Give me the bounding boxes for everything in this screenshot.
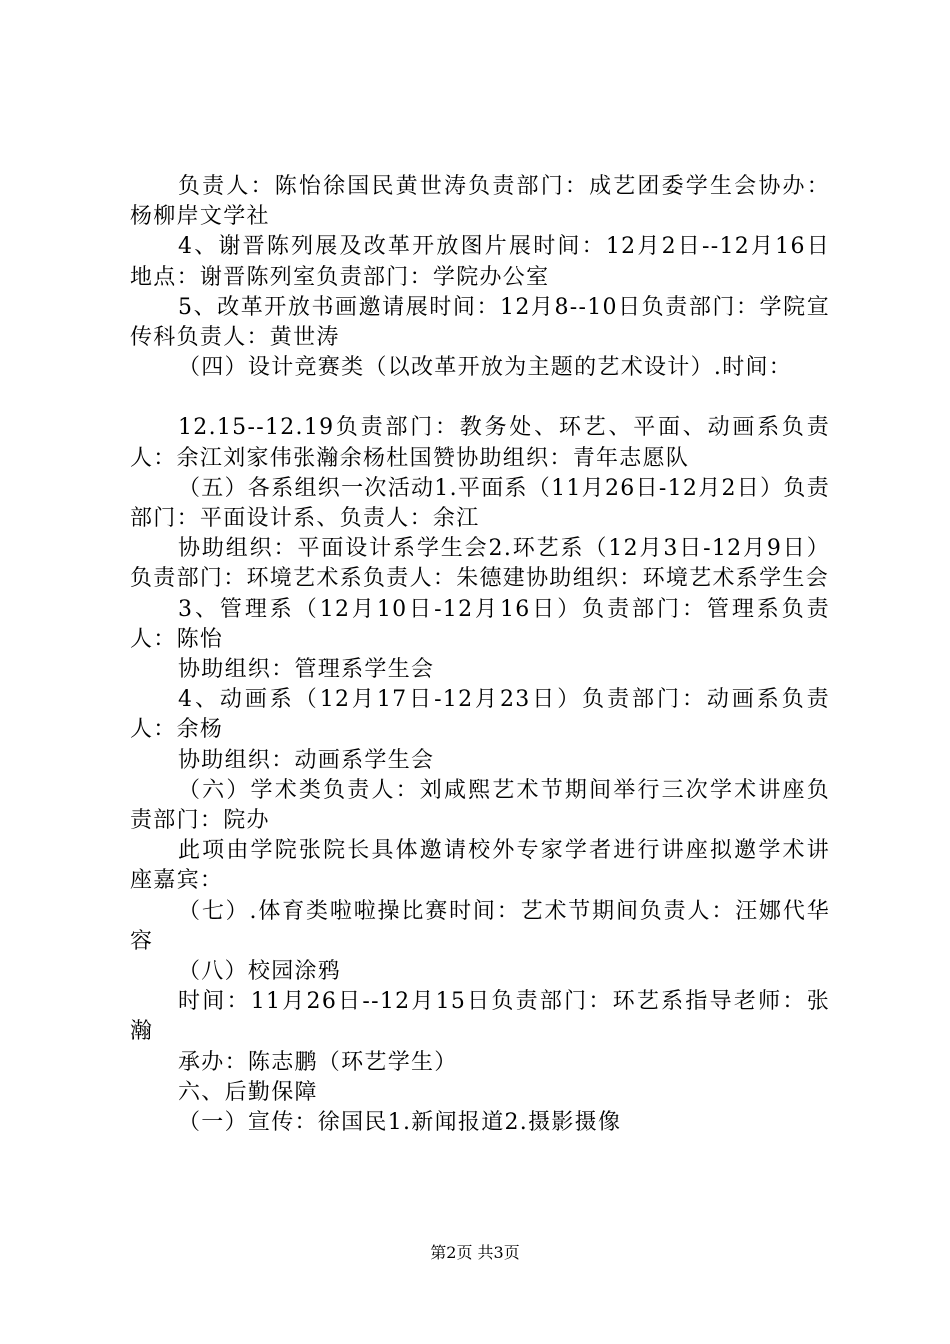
paragraph: 协助组织：管理系学生会 <box>178 657 435 683</box>
page-number-footer: 第2页 共3页 <box>430 1243 520 1262</box>
paragraph: （六）学术类负责人：刘咸熙艺术节期间举行三次学术讲座负责部门：院办 <box>130 777 830 834</box>
paragraph: （七）.体育类啦啦操比赛时间：艺术节期间负责人：汪娜代华容 <box>130 898 830 954</box>
paragraph: 承办：陈志鹏（环艺学生） <box>178 1049 458 1075</box>
paragraph: 六、后勤保障 <box>178 1079 318 1105</box>
paragraph: 时间：11月26日--12月15日负责部门：环艺系指导老师：张瀚 <box>130 989 830 1045</box>
paragraph: 3、管理系（12月10日-12月16日）负责部门：管理系负责人：陈怡 <box>130 596 830 652</box>
paragraph: （四）设计竞赛类（以改革开放为主题的艺术设计）.时间： <box>178 355 793 381</box>
paragraph: 4、动画系（12月17日-12月23日）负责部门：动画系负责人：余杨 <box>130 687 830 743</box>
document-body <box>130 172 830 1138</box>
paragraph: 协助组织：平面设计系学生会2.环艺系（12月3日-12月9日）负责部门：环境艺术系负责人：朱德建协助组织：环境艺术系学生会 <box>130 536 830 592</box>
paragraph: 5、改革开放书画邀请展时间：12月8--10日负责部门：学院宣传科负责人：黄世涛 <box>130 294 830 351</box>
paragraph: （五）各系组织一次活动1.平面系（11月26日-12月2日）负责部门：平面设计系、负责人：余江 <box>130 475 831 532</box>
paragraph: 负责人：陈怡徐国民黄世涛负责部门：成艺团委学生会协办：杨柳岸文学社 <box>130 174 830 230</box>
paragraph: 协助组织：动画系学生会 <box>178 747 435 773</box>
paragraph: （一）宣传：徐国民1.新闻报道2.摄影摄像 <box>178 1110 622 1136</box>
paragraph: 4、谢晋陈列展及改革开放图片展时间：12月2日--12月16日地点：谢晋陈列室负责部门：学院办公室 <box>130 234 830 290</box>
paragraph: 12.15--12.19负责部门：教务处、环艺、平面、动画系负责人：余江刘家伟张瀚余杨杜国赞协助组织：青年志愿队 <box>130 415 830 471</box>
paragraph: 此项由学院张院长具体邀请校外专家学者进行讲座拟邀学术讲座嘉宾： <box>130 838 830 894</box>
paragraph: （八）校园涂鸦 <box>178 959 342 985</box>
